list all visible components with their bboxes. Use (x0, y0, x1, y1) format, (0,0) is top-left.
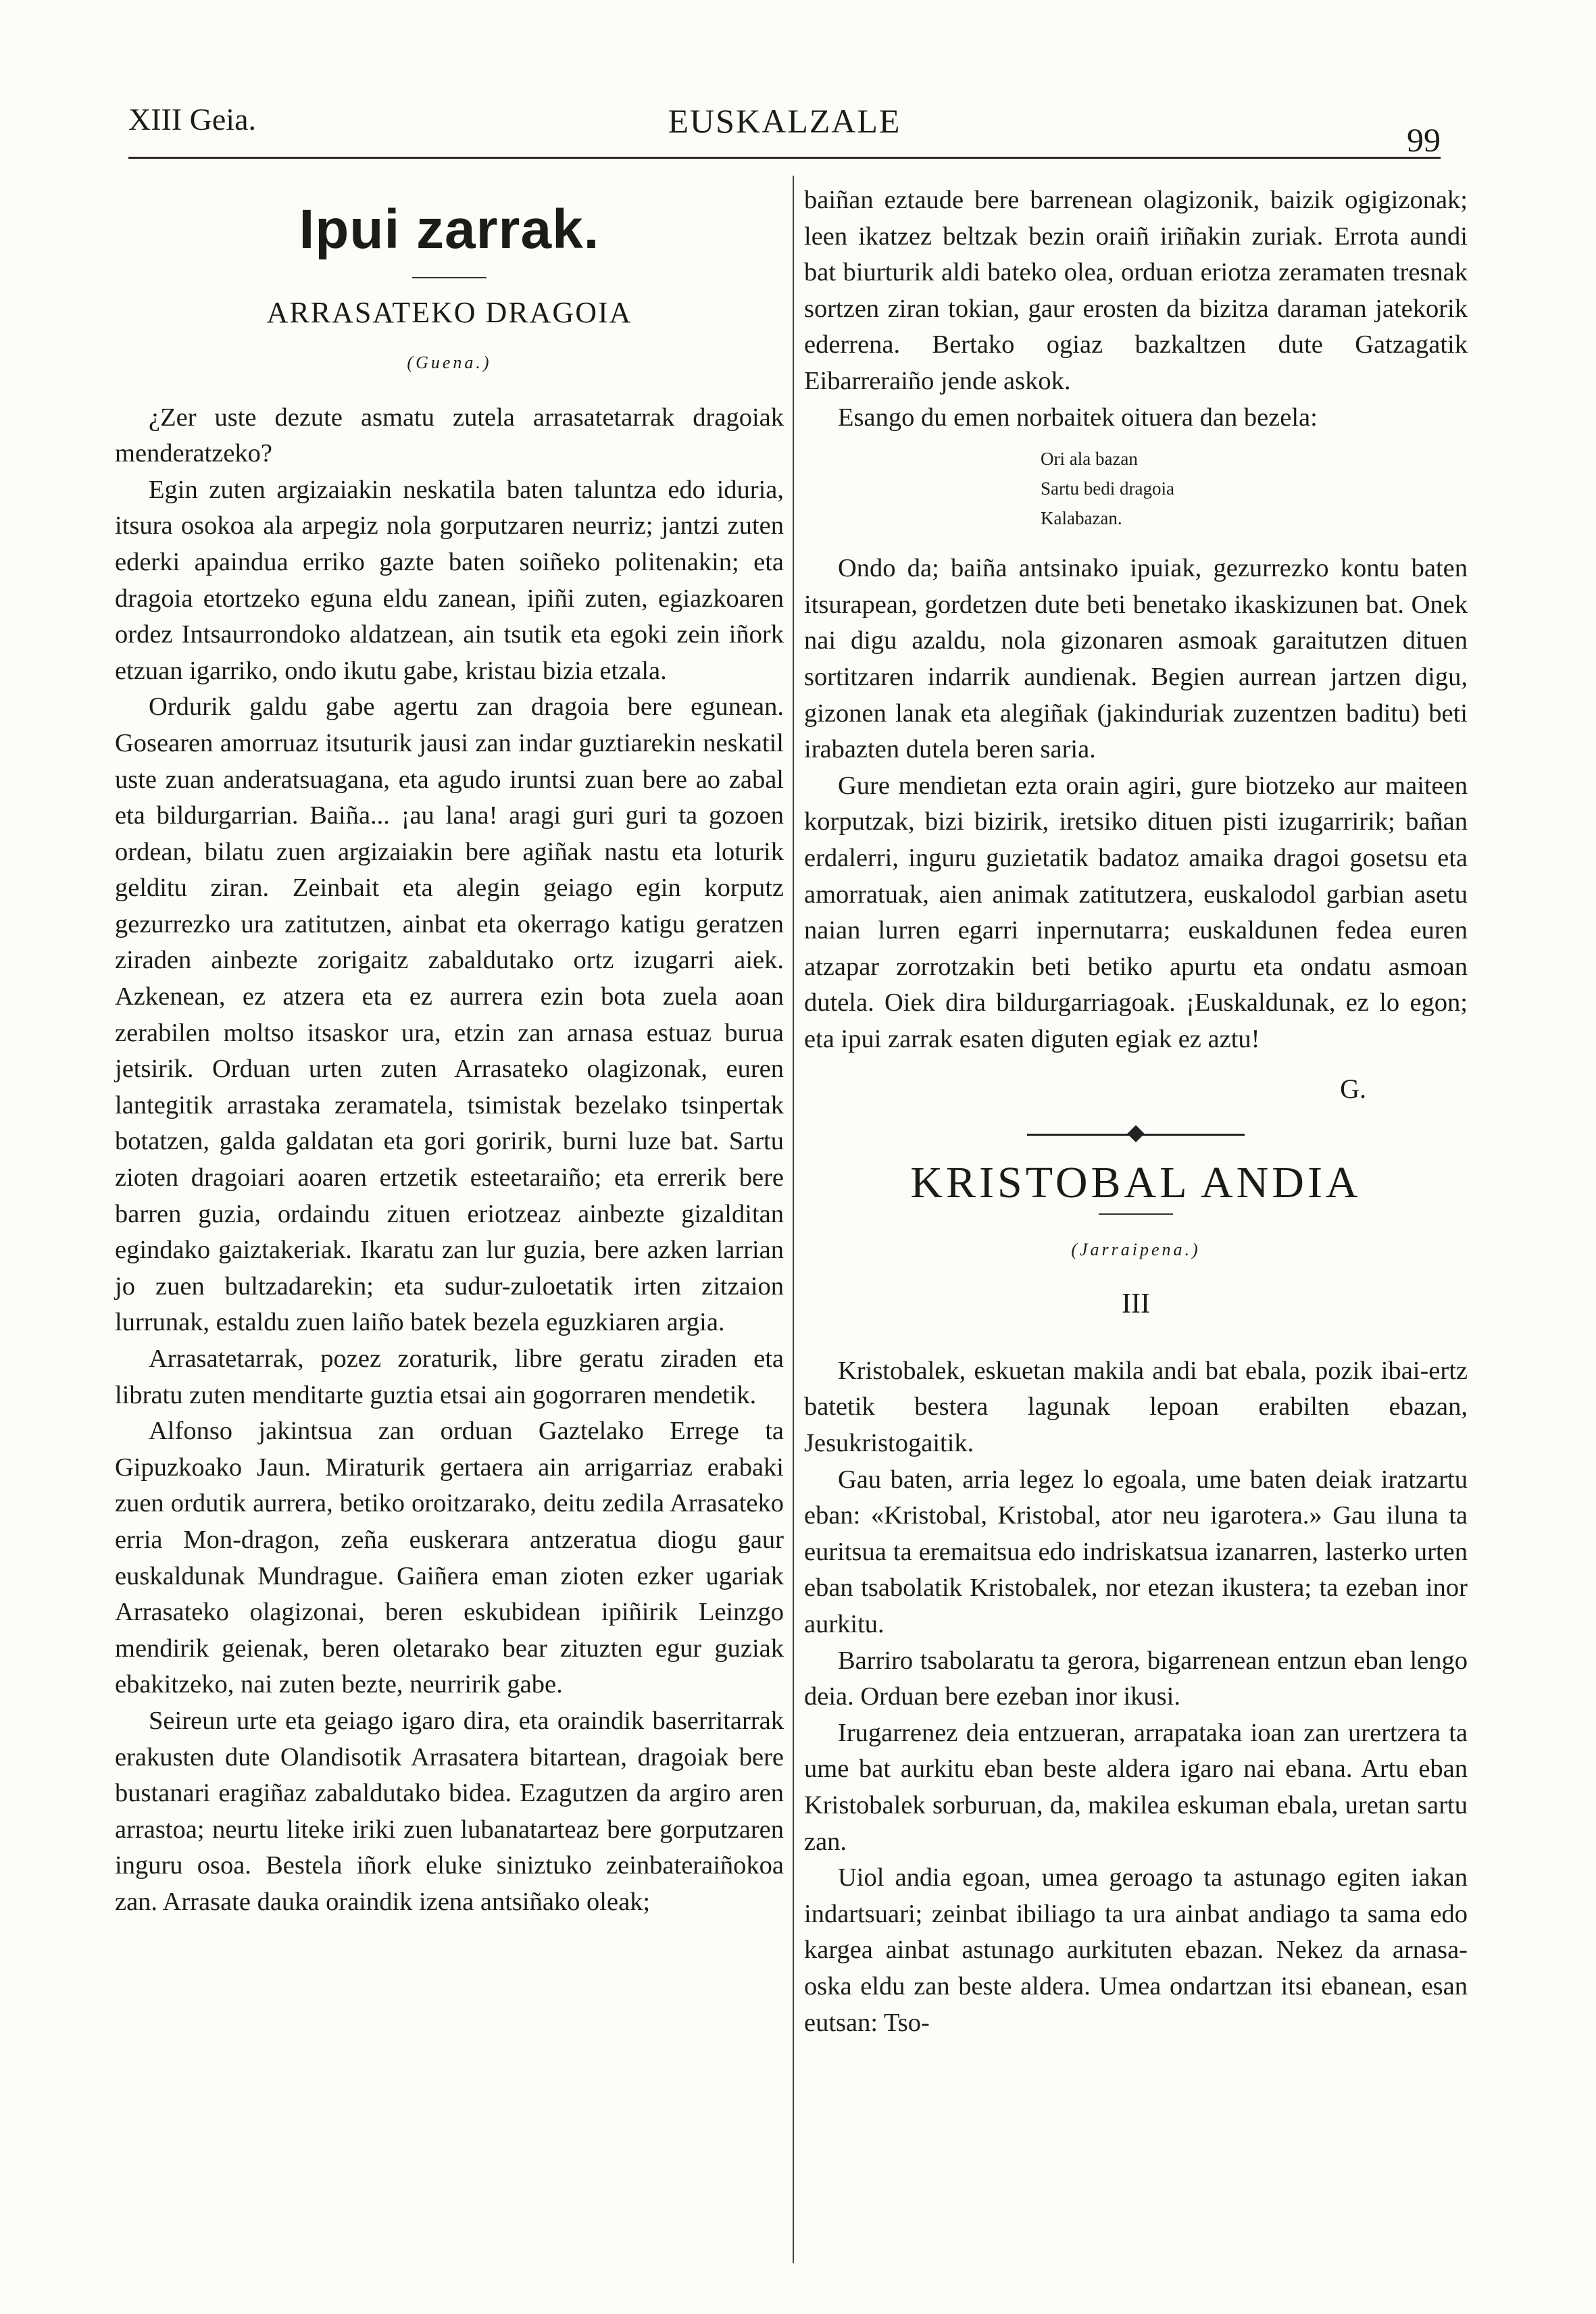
article-subtitle: ARRASATEKO DRAGOIA (266, 296, 632, 330)
chapter-numeral: III (1122, 1288, 1150, 1320)
paragraph: Barriro tsabolaratu ta gerora, bigarrenean entzun eban lengo deia. Orduan bere ezeban inor ikusi. (804, 1646, 1468, 1711)
issue-label: XIII Geia. (128, 102, 257, 136)
paragraph: Ordurik galdu gabe agertu zan dragoia bere egunean. Gosearen amorruaz itsuturik jausi zan indar guztiarekin neskatil uste zuan anderatsuagana, eta agudo iruntsi zuan bere ao zabal eta bildurgarrian. Baiña... ¡au lana! aragi guri guri ta gozoen ordean, bilatu zuen argizaiakin bere agiñak nastu eta loturik gelditu ziran. Zeinbait eta alegin geiago egin korputz gezurrezko ura zatitutzen, ainbat eta okerrago katigu geratzen ziraden ainbezte zorigaitz zabaldutako ortz izugarri aiek. Azkenean, ez atzera eta ez aurrera ezin bota zuela aoan zerabilen moltso itsaskor ura, etzin zan arnasa estuaz burua jetsirik. Orduan urten zuten Arrasateko olagizonak, euren lantegitik arrastaka zeramatela, tsimistak bezelako tsinpertak botatzen, galda galdatan eta gori goririk, burni luze bat. Sartu zioten dragoiari aoaren ertzetik esteetaraiño; eta errerik bere barren guzia, ordaindu zituen eriotzeaz ainbezte gizalditan egindako gaiztakeriak. Ikaratu zan lur guzia, bere azken larrian jo zuen bultzadarekin; eta sudur-zuloetatik irten zitzaion lurrunak, estaldu zuen laiño batek bezela eguzkiaren argia. (115, 693, 784, 1337)
section-note: (Jarraipena.) (1071, 1239, 1201, 1259)
verse-block (1041, 444, 1468, 533)
article-title: Ipui zarrak. (299, 199, 600, 260)
publication-title: EUSKALZALE (668, 102, 901, 140)
right-column (804, 182, 1468, 2041)
column-divider (793, 176, 794, 2263)
paragraph: Gure mendietan ezta orain agiri, gure biotzeko aur maiteen korputzak, bizi bizirik, iretsiko dituen pisti izugarririk; bañan erdalerri, inguru guzietatik badatoz amaika dragoi gosetsu eta amorratuak, aien animak zatitutzera, euskalodol garbian asetu naian lurren egarri inpernutarra; euskaldunen fedea euren atzapar zorrotzakin beti betiko apurtu eta ondatu asmoan dutela. Oiek dira bildurgarriagoak. ¡Euskaldunak, ez lo egon; eta ipui zarrak esaten diguten egiak ez aztu! (804, 771, 1468, 1053)
paragraph: baiñan eztaude bere barrenean olagizonik, baizik ogigizonak; leen ikatzez beltzak bezin oraiñ iriñakin zuriak. Errota aundi bat biurturik aldi bateko olea, orduan eriotza zeramaten tresnak sortzen ziran tokian, gaur erosten da bizitza daraman jatekorik ederrena. Bertako ogiaz bazkaltzen dute Gatzagatik Eibarreraiño jende askok. (804, 186, 1468, 395)
page-header (128, 101, 1441, 159)
verse-line: Kalabazan. (1041, 508, 1122, 529)
header-rule (128, 157, 1441, 159)
paragraph: Gau baten, arria legez lo egoala, ume baten deiak iratzartu eban: «Kristobal, Kristobal, ator neu igarotera.» Gau iluna ta euritsua ta eremaitsua edo indriskatsua izanarren, lasterko urten eban tsabolatik Kristobalek, nor etezan ikustera; ta ezeban inor aurkitu. (804, 1465, 1468, 1638)
paragraph: Ondo da; baiña antsinako ipuiak, gezurrezko kontu baten itsurapean, gordetzen dute beti benetako ikaskizunen bat. Onek nai digu azaldu, nola gizonaren asmoak garaitutzen dituen sortitzaren indarrik aundienak. Begien aurrean jartzen digu, gizonen lanak eta alegiñak (jakinduriak zuzentzen baditu) beti irabazten dutela beren saria. (804, 554, 1468, 764)
divider-ornament (1127, 1125, 1144, 1142)
title-rule (412, 277, 487, 278)
page-number: 99 (1407, 121, 1441, 159)
paragraph: Arrasatetarrak, pozez zoraturik, libre geratu ziraden eta libratu zuten menditarte guztia etsai ain gogorraren mendetik. (115, 1344, 784, 1409)
section-rule (1099, 1213, 1173, 1215)
paragraph: ¿Zer uste dezute asmatu zutela arrasatetarrak dragoiak menderatzeko? (115, 403, 784, 468)
verse-line: Sartu bedi dragoia (1041, 478, 1174, 499)
section-title: KRISTOBAL ANDIA (910, 1158, 1362, 1208)
paragraph: Esango du emen norbaitek oituera dan bezela: (838, 403, 1318, 432)
paragraph: Seireun urte eta geiago igaro dira, eta oraindik baserritarrak erakusten dute Olandisotik Arrasatera bitartean, dragoiak bere bustanari eragiñaz zabaldutako bidea. Ezagutzen da argiro aren arrastoa; neurtu liteke iriki zuen lubanatarteaz bere gorputzaren inguru osoa. Bestela iñork eluke siniztuko zeinbateraiñokoa zan. Arrasate dauka oraindik izena antsiñako oleak; (115, 1706, 784, 1916)
paragraph: Alfonso jakintsua zan orduan Gaztelako Errege ta Gipuzkoako Jaun. Miraturik gertaera ain arrigarriaz erabaki zuen ordutik aurrera, betiko oroitzarako, deitu zedila Arrasateko erria Mon-dragon, zeña euskerara antzeratua diogu gaur euskaldunak Mundrague. Gaiñera eman zioten ezker ugariak Arrasateko olagizonai, beren eskubidean ipiñirik Leinzgo mendirik geienak, beren oletarako bear zituzten egur guziak ebakitzeko, nai zuten bezte, neurririk gabe. (115, 1417, 784, 1699)
verse-line: Ori ala bazan (1041, 449, 1138, 470)
paragraph: Uiol andia egoan, umea geroago ta astunago egiten iakan indartsuari; zeinbat ibiliago ta ura ainbat andiago ta sama edo kargea ainbat astunago aurkituten ebazan. Nekez da arnasa-oska eldu zan beste aldera. Umea ondartzan itsi ebanean, esan eutsan: Tso- (804, 1863, 1468, 2037)
ornamental-divider (804, 1124, 1468, 1145)
left-column (115, 182, 784, 1921)
paragraph: Irugarrenez deia entzueran, arrapataka ioan zan urertzera ta ume bat aurkitu eban beste aldera igaro nai ebana. Artu eban Kristobalek sorburuan, da, makilea eskuman ebala, uretan sartu zan. (804, 1718, 1468, 1856)
author-note: (Guena.) (407, 352, 492, 372)
signature: G. (1340, 1074, 1366, 1105)
paragraph: Egin zuten argizaiakin neskatila baten taluntza edo iduria, itsura osokoa ala arpegiz nola gorputzaren neurriz; jantzi zuten ederki apaindua erriko gazte baten soiñeko politenakin; eta dragoia etortzeko eguna eldu zanean, ipiñi zuten, egiazkoaren ordez Intsaurrondoko aldatzean, ain tsutik eta egoki zein iñork etzuan igarriko, ondo ikutu gabe, kristau bizia etzala. (115, 475, 784, 685)
paragraph: Kristobalek, eskuetan makila andi bat ebala, pozik ibai-ertz batetik bestera lagunak lepoan erabilten ebazan, Jesukristogaitik. (804, 1356, 1468, 1458)
